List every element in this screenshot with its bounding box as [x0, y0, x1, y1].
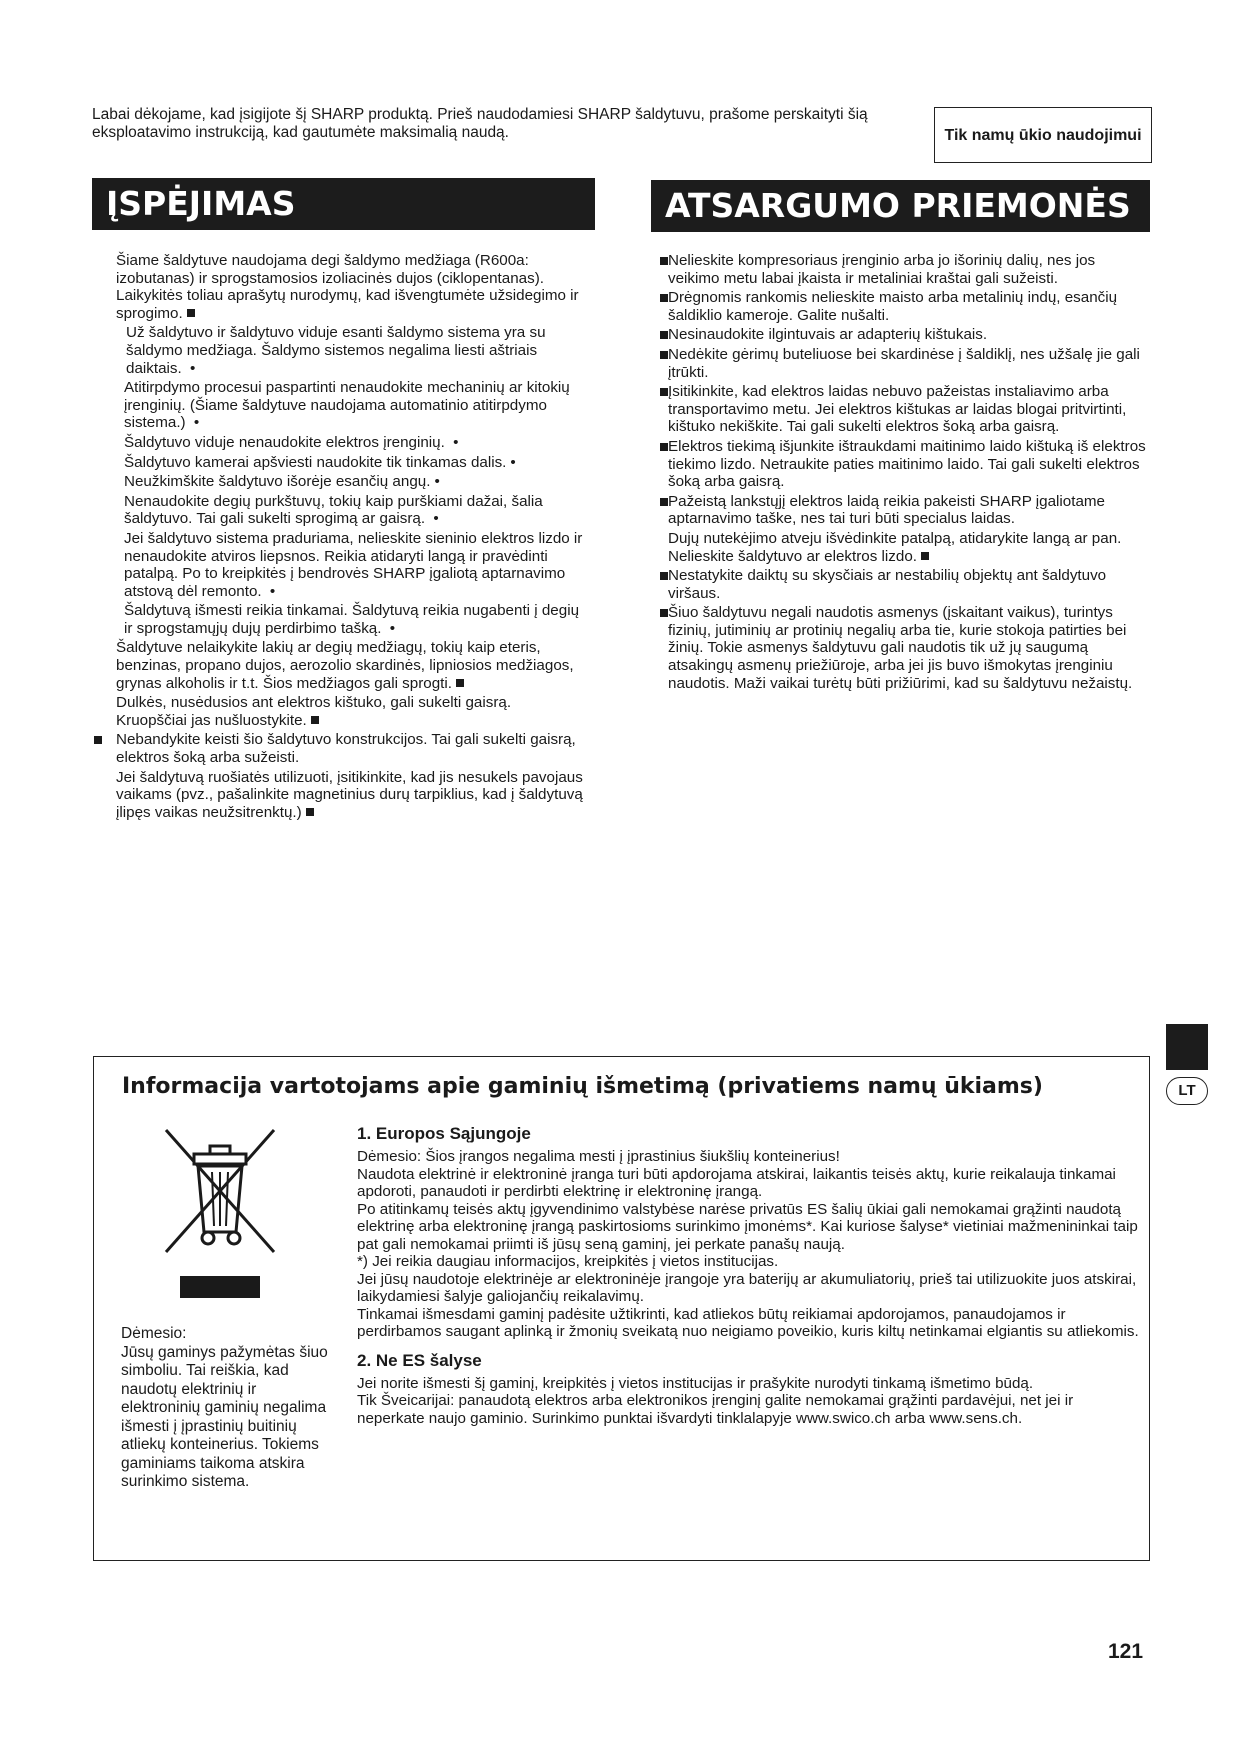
bullet-icon: [660, 609, 668, 617]
caution-heading: ATSARGUMO PRIEMONĖS: [651, 180, 1150, 232]
warning-item: Nebandykite keisti šio šaldytuvo konstrukcijos. Tai gali sukelti gaisrą, elektros šoką arba sužeisti.: [116, 731, 586, 766]
caution-item: Įsitikinkite, kad elektros laidas nebuvo pažeistas instaliavimo arba transportavimo metu. Jei elektros kištukas ar laidas blogai pritvirtinti, kištuko nekiškite. Tai gali sukelti elektros šoką arba gaisrą.: [668, 383, 1150, 436]
section-tab-marker: [1166, 1024, 1208, 1070]
warning-item: Dulkės, nusėdusios ant elektros kištuko, gali sukelti gaisrą. Kruopščiai jas nušluostykite.: [116, 694, 512, 729]
household-use-label: Tik namų ūkio naudojimui: [934, 107, 1152, 163]
warning-list: [116, 252, 586, 823]
caution-item: Šiuo šaldytuvu negali naudotis asmenys (įskaitant vaikus), turintys fizinių, jutiminių ar protinių negalių arba tie, kurie stokoja patirties bei žinių. Tokie asmenys šaldytuvu gali naudotis tik už jų saugumą atsakingų asmenų priežiūroje, arba jei jis buvo išmokytas įrenginiu naudotis. Maži vaikai turėtų būti prižiūrimi, kad su šaldytuvu nežaistų.: [668, 604, 1150, 692]
info-paragraph: *) Jei reikia daugiau informacijos, kreipkitės į vietos institucijas.: [357, 1253, 779, 1270]
bullet-icon: [311, 716, 319, 724]
info-paragraph: Tinkamai išmesdami gaminį padėsite užtikrinti, kad atliekos būtų reikiamai apdorojamos, panaudojamos ir perdirbamos saugant aplinką ir žmonių sveikatą nuo neigiamo poveikio, kuris kiltų netinkamai elgiantis su atliekomis.: [357, 1305, 1139, 1340]
info-paragraph: Tik Šveicarijai: panaudotą elektros arba elektronikos įrenginį galite nemokamai grąžinti pardavėjui, net jei ir neperkate naujo gaminio. Surinkimo punktai išvardyti tinklalapyje www.swico.ch arba www.sens.ch.: [357, 1392, 1074, 1427]
intro-text: Labai dėkojame, kad įsigijote šį SHARP produktą. Prieš naudodamiesi SHARP šaldytuvu, prašome perskaityti šią eksploatavimo instrukciją, kad gautumėte maksimalią naudą.: [92, 106, 868, 141]
crossed-bin-icon: [160, 1128, 280, 1306]
bullet-icon: [660, 257, 668, 265]
bullet-icon: [660, 331, 668, 339]
warning-heading: ĮSPĖJIMAS: [92, 178, 595, 230]
bullet-icon: [456, 679, 464, 687]
caution-item: Nestatykite daiktų su skysčiais ar nestabilių objektų ant šaldytuvo viršaus.: [668, 567, 1150, 602]
warning-item: Jei šaldytuvo sistema praduriama, nelieskite sieninio elektros lizdo ir nenaudokite atviros liepsnos. Reikia atidaryti langą ir pravėdinti patalpą. Po to kreipkitės į bendrovės SHARP įgaliotą aptarnavimo atstovą dėl remonto. •: [124, 529, 583, 600]
info-paragraph: Naudota elektrinė ir elektroninė įranga turi būti apdorojama atskirai, laikantis teisės aktų, kurie reikalauja tinkamai apdoroti, panaudoti ir perdirbti elektrinę ir elektroninę įrangą.: [357, 1165, 1116, 1200]
warning-item: Atitirpdymo procesui paspartinti nenaudokite mechaninių ar kitokių įrenginių. (Šiame šaldytuve naudojama automatinio atitirpdymo sistema.) •: [124, 379, 570, 432]
warning-item: Nenaudokite degių purkštuvų, tokių kaip purškiami dažai, šalia šaldytuvo. Tai gali sukelti sprogimą ar gaisrą. •: [124, 492, 543, 528]
page-number: 121: [1108, 1640, 1144, 1663]
caution-list: [668, 252, 1150, 694]
warning-item: Jei šaldytuvą ruošiatės utilizuoti, įsitikinkite, kad jis nesukels pavojaus vaikams (pvz., pašalinkite magnetinius durų tarpiklius, kad į šaldytuvą įlipęs vaikas neužsitrenktų.): [116, 768, 583, 821]
bullet-icon: [660, 351, 668, 359]
disposal-info-title: Informacija vartotojams apie gaminių išmetimą (privatiems namų ūkiams): [122, 1074, 1043, 1099]
warning-item: Neužkimškite šaldytuvo išorėje esančių angų. •: [124, 473, 440, 491]
warning-item: Šiame šaldytuve naudojama degi šaldymo medžiaga (R600a: izobutanas) ir sprogstamosios izoliacinės dujos (ciklopentanas). Laikykitės toliau aprašytų nurodymų, kad išvengtumėte užsidegimo ir sprogimo.: [116, 252, 579, 322]
bullet-icon: [94, 736, 102, 744]
info-paragraph: Dėmesio: Šios įrangos negalima mesti į įprastinius šiukšlių konteinerius!: [357, 1148, 840, 1165]
caution-item: Dujų nutekėjimo atveju išvėdinkite patalpą, atidarykite langą ar pan. Nelieskite šaldytuvo ar elektros lizdo.: [668, 529, 1122, 565]
warning-item: Šaldytuvą išmesti reikia tinkamai. Šaldytuvą reikia nugabenti į degių ir sprogstamųjų dujų perdirbimo tašką. •: [124, 602, 580, 637]
disposal-side-note: Dėmesio: Jūsų gaminys pažymėtas šiuo simboliu. Tai reiškia, kad naudotų elektrinių ir elektroninių gaminių negalima išmesti į įprastinių buitinių atliekų konteinerius. Tokiems gaminiams taikoma atskira surinkimo sistema.: [121, 1325, 328, 1490]
info-paragraph: Po atitinkamų teisės aktų įgyvendinimo valstybėse narėse privatūs ES šalių ūkiai gali nemokamai grąžinti naudotą elektrinę arba elektroninę įrangą paskirtosioms surinkimo įmonėms*. Kai kuriose šalyse* vietiniai mažmenininkai taip pat gali nemokamai priimti iš jūsų seną gaminį, jei perkate panašų naują.: [357, 1200, 1138, 1253]
warning-item: Už šaldytuvo ir šaldytuvo viduje esanti šaldymo sistema yra su šaldymo medžiaga. Šaldymo sistemos negalima liesti aštriais daiktais. •: [126, 324, 546, 377]
caution-item: Nedėkite gėrimų buteliuose bei skardinėse į šaldiklį, nes užšalę jie gali įtrūkti.: [668, 346, 1150, 381]
language-badge: LT: [1166, 1077, 1208, 1105]
disposal-info-body: [357, 1124, 1142, 1427]
caution-item: Drėgnomis rankomis nelieskite maisto arba metalinių indų, esančių šaldiklio kameroje. Galite nušalti.: [668, 289, 1150, 324]
caution-item: Pažeistą lankstųjį elektros laidą reikia pakeisti SHARP įgaliotame aptarnavimo taške, nes tai turi būti specialus laidas.: [668, 493, 1150, 528]
section-heading-eu: 1. Europos Sąjungoje: [357, 1124, 531, 1143]
bullet-icon: [660, 388, 668, 396]
info-paragraph: Jei norite išmesti šį gaminį, kreipkitės į vietos institucijas ir prašykite nurodyti tinkamą išmetimo būdą.: [357, 1374, 1034, 1392]
bullet-icon: [660, 443, 668, 451]
info-paragraph: Jei jūsų naudotoje elektrinėje ar elektroninėje įrangoje yra baterijų ar akumuliatorių, prieš tai utilizuokite juos atskirai, laikydamiesi šalyje galiojančių reikalavimų.: [357, 1270, 1137, 1305]
bullet-icon: [660, 294, 668, 302]
bullet-icon: [306, 808, 314, 816]
caution-item: Nelieskite kompresoriaus įrenginio arba jo išorinių dalių, nes jos veikimo metu labai įkaista ir metaliniai kraštai gali sužeisti.: [668, 252, 1150, 287]
bullet-icon: [921, 552, 929, 560]
caution-item: Nesinaudokite ilgintuvais ar adapterių kištukais.: [668, 326, 1150, 344]
bullet-icon: [187, 309, 195, 317]
warning-item: Šaldytuvo kamerai apšviesti naudokite tik tinkamas dalis. •: [124, 453, 516, 471]
bullet-icon: [660, 572, 668, 580]
caution-item: Elektros tiekimą išjunkite ištraukdami maitinimo laido kištuką iš elektros tiekimo lizdo. Netraukite paties maitinimo laido. Tai gali sukelti elektros šoką arba gaisrą.: [668, 438, 1150, 491]
bullet-icon: [660, 498, 668, 506]
warning-item: Šaldytuvo viduje nenaudokite elektros įrenginių. •: [124, 433, 459, 451]
warning-item: Šaldytuve nelaikykite lakių ar degių medžiagų, tokių kaip eteris, benzinas, propano dujos, aerozolio skardinės, lipniosios medžiagos, grynas alkoholis ir t.t. Šios medžiagos gali sprogti.: [116, 639, 574, 692]
section-heading-non-eu: 2. Ne ES šalyse: [357, 1350, 482, 1370]
